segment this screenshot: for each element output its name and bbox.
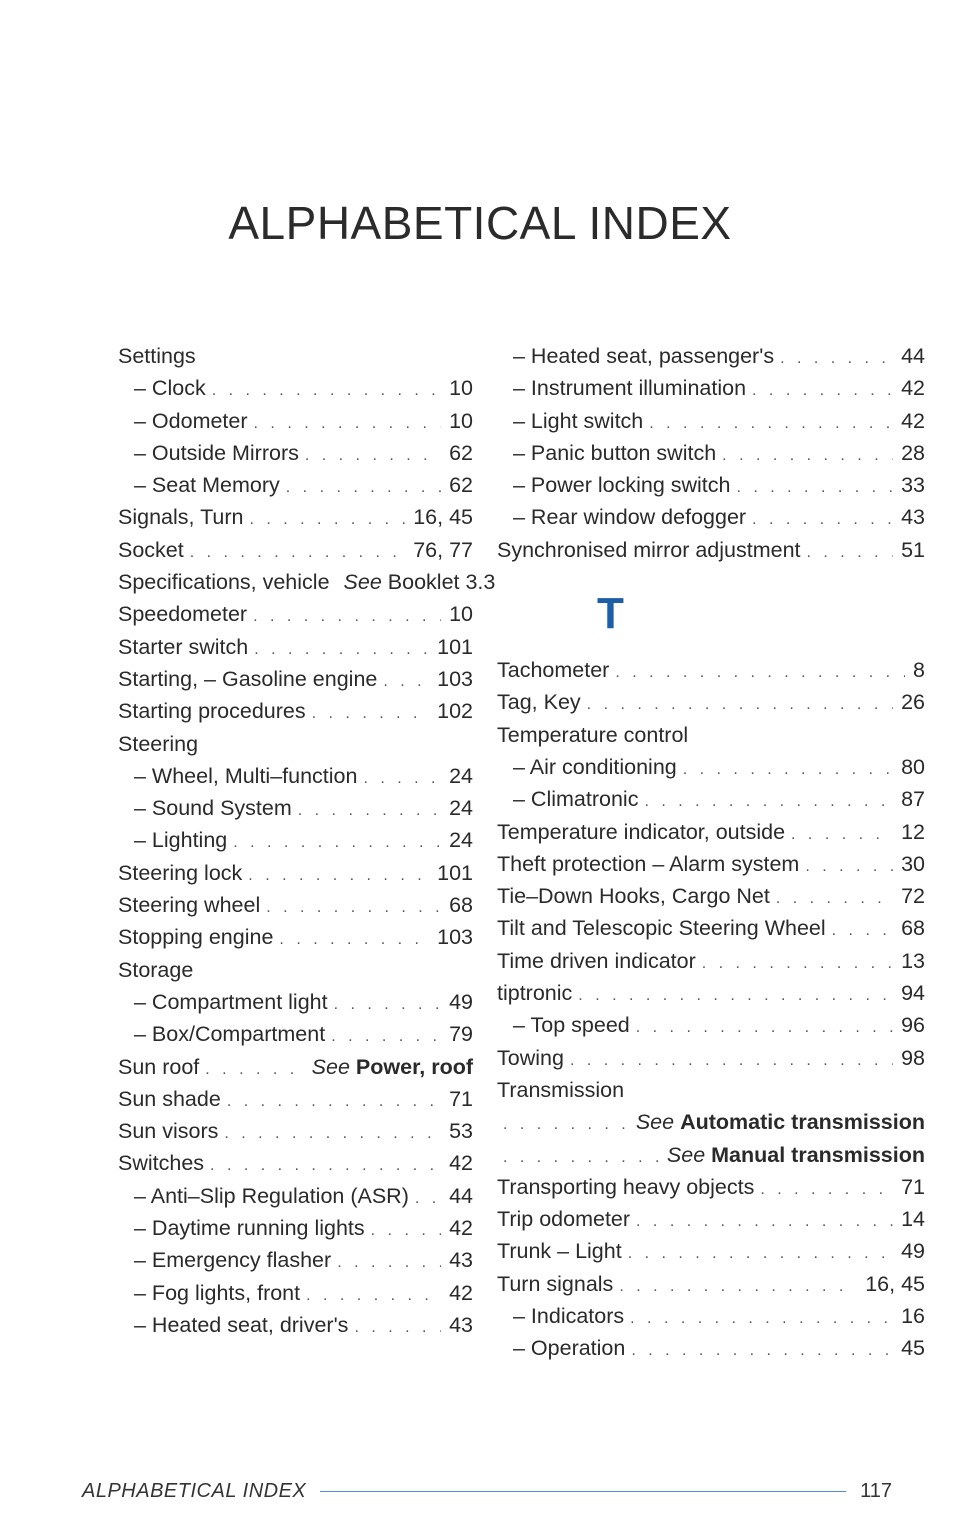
entry-page: 10 [449,408,473,433]
entry-label: – Instrument illumination [513,376,747,401]
entry-page: 10 [449,376,473,401]
index-entry [118,889,473,921]
entry-label: Towing [497,1045,564,1070]
dot-leader [286,472,441,504]
index-entry [118,1115,473,1147]
entry-label: Sun visors [118,1119,219,1144]
entry-label: – Indicators [513,1304,625,1329]
index-entry [118,921,473,953]
entry-label: Starting procedures [118,699,306,724]
dot-leader [570,1045,893,1077]
dot-leader [587,689,893,721]
dot-leader [254,408,442,440]
dot-leader [807,537,894,569]
dot-leader [253,601,441,633]
entry-label: Storage [118,957,194,982]
dot-leader [503,1142,659,1174]
entry-label: Specifications, vehicle [118,570,330,595]
entry-label: Sun shade [118,1086,221,1111]
index-entry [118,1180,473,1212]
dot-leader [248,860,429,892]
see-reference-target: Power, roof [355,1054,473,1079]
section-letter-t: T [597,589,624,639]
index-entry [497,437,925,469]
entry-page: 13 [901,948,925,973]
entry-cross-reference [667,1139,925,1171]
entry-page: 71 [449,1086,473,1111]
entry-page: 68 [901,916,925,941]
entry-page: 101 [437,860,473,885]
index-entry [118,1147,473,1179]
entry-label: Temperature indicator, outside [497,819,786,844]
entry-cross-reference [344,566,496,598]
entry-label: – Heated seat, driver's [134,1312,349,1337]
dot-leader [702,948,893,980]
index-entry [497,469,925,501]
entry-page: 96 [901,1013,925,1038]
entry-page: 28 [901,440,925,465]
dot-leader [279,924,429,956]
dot-leader [415,1183,441,1215]
index-entry [118,663,473,695]
dot-leader [832,915,893,947]
entry-label: Tilt and Telescopic Steering Wheel [497,916,826,941]
entry-label: – Power locking switch [513,473,731,498]
dot-leader [298,795,441,827]
index-entry [118,857,473,889]
entry-label: – Daytime running lights [134,1216,365,1241]
entry-label: Sun roof [118,1054,200,1079]
index-column-right [497,340,925,1365]
entry-label: Trip odometer [497,1207,631,1232]
entry-page: 72 [901,884,925,909]
index-entry [497,1203,925,1235]
entry-page: 44 [449,1183,473,1208]
entry-page: 24 [449,828,473,853]
page-footer [82,1476,892,1506]
entry-page: 80 [901,754,925,779]
entry-page: 26 [901,690,925,715]
entry-page: 16 [901,1304,925,1329]
entry-label: – Top speed [513,1013,630,1038]
dot-leader [752,504,893,536]
index-entry [497,1268,925,1300]
see-reference-word: See [343,570,382,595]
entry-page: 42 [449,1151,473,1176]
index-entry [497,1235,925,1267]
dot-leader [805,851,893,883]
entry-page: 103 [437,666,473,691]
dot-leader [615,657,905,689]
dot-leader [636,1012,893,1044]
dot-leader [619,1271,857,1303]
entry-label: – Heated seat, passenger's [513,344,775,368]
index-entry [497,372,925,404]
entry-page: 24 [449,796,473,821]
entry-page: 68 [449,893,473,918]
dot-leader [776,883,893,915]
entry-label: Tie–Down Hooks, Cargo Net [497,884,770,909]
entry-label: – Panic button switch [513,440,717,465]
dot-leader [578,980,893,1012]
dot-leader [630,1303,893,1335]
entry-page: 42 [901,376,925,401]
dot-leader [644,786,893,818]
index-entry [118,469,473,501]
index-entry [497,1042,925,1074]
entry-page: 71 [901,1174,925,1199]
index-entry [118,728,473,760]
index-entry [118,1244,473,1276]
index-entry [118,824,473,856]
index-entry [497,1139,925,1171]
dot-leader [752,375,893,407]
entry-label: Theft protection – Alarm system [497,851,800,876]
entry-page: 42 [901,408,925,433]
dot-leader [227,1086,441,1118]
dot-leader [254,634,429,666]
entry-label: – Odometer [134,408,248,433]
index-entry [497,945,925,977]
index-entry [118,1212,473,1244]
entry-label: Time driven indicator [497,948,696,973]
entry-label: Steering lock [118,860,243,885]
entry-label: Steering [118,731,199,756]
dot-leader [736,472,893,504]
entry-page: 76, 77 [413,537,473,562]
entry-page: 51 [901,537,925,562]
entry-label: Stopping engine [118,925,274,950]
entry-page: 101 [437,634,473,659]
see-reference-target: Automatic transmission [680,1110,925,1135]
index-entry [118,566,496,598]
index-entry [497,1074,925,1106]
dot-leader [383,666,429,698]
index-entry [118,792,473,824]
index-entry [497,783,925,815]
entry-label: tiptronic [497,981,573,1006]
index-entry [497,848,925,880]
dot-leader [722,440,893,472]
entry-page: 16, 45 [413,505,473,530]
see-reference-target: Booklet 3.3 [387,570,496,595]
entry-label: Synchronised mirror adjustment [497,537,801,562]
dot-leader [628,1238,893,1270]
entry-label: – Fog lights, front [134,1280,301,1305]
entry-label: Trunk – Light [497,1239,622,1264]
dot-leader [649,408,893,440]
entry-page: 45 [901,1336,925,1361]
entry-label: – Anti–Slip Regulation (ASR) [134,1183,409,1208]
entry-page: 53 [449,1119,473,1144]
dot-leader [760,1174,893,1206]
index-entry [118,1277,473,1309]
see-reference-word: See [635,1110,675,1135]
index-entry [118,760,473,792]
entry-page: 98 [901,1045,925,1070]
index-entry [497,1106,925,1138]
entry-page: 42 [449,1216,473,1241]
index-entry [497,340,925,372]
index-entry [118,954,473,986]
entry-cross-reference [312,1051,473,1083]
page-title: ALPHABETICAL INDEX [228,197,732,249]
dot-leader [791,819,893,851]
index-column-left [118,340,496,1341]
entry-label: – Rear window defogger [513,505,747,530]
entry-page: 42 [449,1280,473,1305]
entry-label: – Seat Memory [134,473,280,498]
entry-label: Switches [118,1151,205,1176]
entry-page: 16, 45 [865,1271,925,1296]
see-reference-word: See [311,1054,350,1079]
dot-leader [212,375,441,407]
index-entry [118,437,473,469]
dot-leader [205,1054,303,1086]
dot-leader [331,1021,441,1053]
entry-page: 94 [901,981,925,1006]
dot-leader [503,1109,628,1141]
dot-leader [631,1335,893,1367]
dot-leader [233,827,441,859]
entry-page: 12 [901,819,925,844]
entry-label: Temperature control [497,722,689,747]
index-entry [118,598,473,630]
index-entry [497,1300,925,1332]
index-entry [497,405,925,437]
dot-leader [312,698,429,730]
index-entry [118,405,473,437]
entry-label: – Lighting [134,828,228,853]
entry-page: 30 [901,851,925,876]
entry-label: – Light switch [513,408,644,433]
entry-page: 43 [449,1312,473,1337]
entry-label: Transporting heavy objects [497,1174,755,1199]
entry-page: 87 [901,787,925,812]
index-entry [497,686,925,718]
index-entry [497,816,925,848]
index-entry [118,1309,473,1341]
index-entry [118,501,473,533]
index-entry [118,534,473,566]
entry-label: Starting, – Gasoline engine [118,666,378,691]
see-reference-word: See [666,1142,706,1167]
index-entry [497,912,925,944]
footer-title: ALPHABETICAL INDEX [82,1479,307,1502]
index-entry [118,372,473,404]
index-entry [118,695,473,727]
entry-label: Socket [118,537,184,562]
entry-page: 49 [449,989,473,1014]
entry-label: Tachometer [497,658,610,683]
dot-leader [249,504,405,536]
entry-label: – Clock [134,376,206,401]
entry-page: 33 [901,473,925,498]
dot-leader [266,892,441,924]
entry-label: Signals, Turn [118,505,244,530]
entry-label: – Wheel, Multi–function [134,763,358,788]
footer-rule [320,1491,846,1492]
index-entry [118,1083,473,1115]
entry-page: 43 [449,1248,473,1273]
entry-page: 43 [901,505,925,530]
entry-label: – Air conditioning [513,754,677,779]
page-number: 117 [860,1479,892,1502]
entry-page: 24 [449,763,473,788]
dot-leader [224,1118,441,1150]
entry-page: 14 [901,1207,925,1232]
entry-label: Tag, Key [497,690,581,715]
index-entry [497,1009,925,1041]
entry-page: 79 [449,1022,473,1047]
index-entry [497,1171,925,1203]
dot-leader [190,537,405,569]
index-entry [118,340,473,372]
entry-page: 62 [449,440,473,465]
entry-label: Transmission [497,1077,625,1102]
index-entry [497,880,925,912]
dot-leader [210,1150,441,1182]
entry-label: – Climatronic [513,787,639,812]
dot-leader [363,763,441,795]
entry-label: Turn signals [497,1271,614,1296]
entry-label: – Emergency flasher [134,1248,332,1273]
index-entry [497,719,925,751]
dot-leader [683,754,893,786]
entry-page: 44 [901,344,925,368]
entry-page: 10 [449,602,473,627]
entry-label: Speedometer [118,602,248,627]
index-entry [118,1051,473,1083]
dot-leader [636,1206,893,1238]
entry-cross-reference [636,1106,925,1138]
index-entry [497,654,925,686]
index-entry [118,631,473,663]
index-entry [497,977,925,1009]
index-entry [497,501,925,533]
index-entry [118,986,473,1018]
entry-label: Starter switch [118,634,249,659]
dot-leader [371,1215,441,1247]
entry-label: Steering wheel [118,893,261,918]
entry-page: 62 [449,473,473,498]
dot-leader [306,1280,441,1312]
see-reference-target: Manual transmission [711,1142,925,1167]
entry-page: 102 [437,699,473,724]
entry-label: – Compartment light [134,989,328,1014]
dot-leader [334,989,441,1021]
index-entry [497,534,925,566]
entry-label: Settings [118,344,196,368]
entry-page: 103 [437,925,473,950]
dot-leader [354,1312,441,1344]
dot-leader [780,343,893,375]
dot-leader [305,440,441,472]
entry-label: – Outside Mirrors [134,440,299,465]
entry-label: – Sound System [134,796,292,821]
index-entry [118,1018,473,1050]
index-entry [497,1332,925,1364]
entry-page: 49 [901,1239,925,1264]
entry-page: 8 [913,658,925,683]
index-entry [497,751,925,783]
dot-leader [337,1247,441,1279]
entry-label: – Box/Compartment [134,1022,326,1047]
entry-label: – Operation [513,1336,626,1361]
